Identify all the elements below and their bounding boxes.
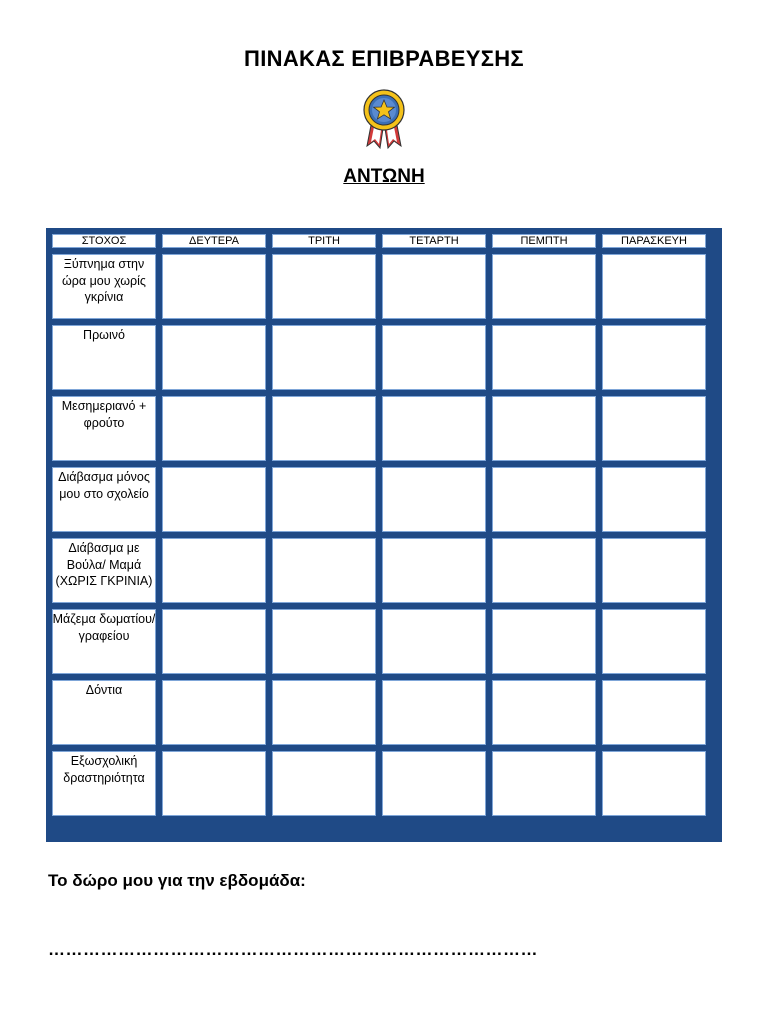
check-cell [162,254,266,319]
check-cell [162,609,266,674]
check-cell [162,325,266,390]
check-cell [272,467,376,532]
check-cell [602,538,706,603]
check-cell [492,396,596,461]
check-cell [492,751,596,816]
goal-wake-up: Ξύπνημα στην ώρα μου χωρίς γκρίνια [52,254,156,319]
check-cell [382,751,486,816]
award-ribbon-star-icon [359,88,409,150]
header-friday: ΠΑΡΑΣΚΕΥΗ [602,234,706,248]
goal-teeth: Δόντια [52,680,156,745]
check-cell [492,254,596,319]
check-cell [602,254,706,319]
check-cell [602,396,706,461]
weekly-gift-label: Το δώρο μου για την εβδομάδα: [48,871,306,890]
child-name: ΑΝΤΩΝΗ [343,166,425,187]
check-cell [382,396,486,461]
header-tuesday: ΤΡΙΤΗ [272,234,376,248]
page-title: ΠΙΝΑΚΑΣ ΕΠΙΒΡΑΒΕΥΣΗΣ [244,46,524,71]
check-cell [382,538,486,603]
check-cell [492,538,596,603]
check-cell [272,680,376,745]
header-goal: ΣΤΟΧΟΣ [52,234,156,248]
check-cell [272,609,376,674]
check-cell [602,325,706,390]
header-monday: ΔΕΥΤΕΡΑ [162,234,266,248]
goal-study-with-help: Διάβασμα με Βούλα/ Μαμά (ΧΩΡΙΣ ΓΚΡΙΝΙΑ) [52,538,156,603]
check-cell [272,538,376,603]
check-cell [162,680,266,745]
goal-study-alone: Διάβασμα μόνος μου στο σχολείο [52,467,156,532]
goal-breakfast: Πρωινό [52,325,156,390]
header-wednesday: ΤΕΤΑΡΤΗ [382,234,486,248]
check-cell [272,751,376,816]
check-cell [272,254,376,319]
check-cell [602,467,706,532]
reward-grid [52,234,716,836]
goal-tidy-room: Μάζεμα δωματίου/ γραφείου [52,609,156,674]
gift-write-line: ………………………………………………………………………… [48,940,538,959]
check-cell [602,751,706,816]
check-cell [492,609,596,674]
check-cell [492,325,596,390]
check-cell [382,680,486,745]
check-cell [162,538,266,603]
check-cell [162,751,266,816]
check-cell [272,396,376,461]
goal-extracurricular: Εξωσχολική δραστηριότητα [52,751,156,816]
check-cell [492,680,596,745]
check-cell [162,396,266,461]
check-cell [602,609,706,674]
reward-chart-table [46,228,722,842]
check-cell [162,467,266,532]
check-cell [382,609,486,674]
check-cell [602,680,706,745]
header-thursday: ΠΕΜΠΤΗ [492,234,596,248]
check-cell [492,467,596,532]
check-cell [382,254,486,319]
check-cell [382,467,486,532]
check-cell [382,325,486,390]
goal-lunch-fruit: Μεσημεριανό + φρούτο [52,396,156,461]
check-cell [272,325,376,390]
